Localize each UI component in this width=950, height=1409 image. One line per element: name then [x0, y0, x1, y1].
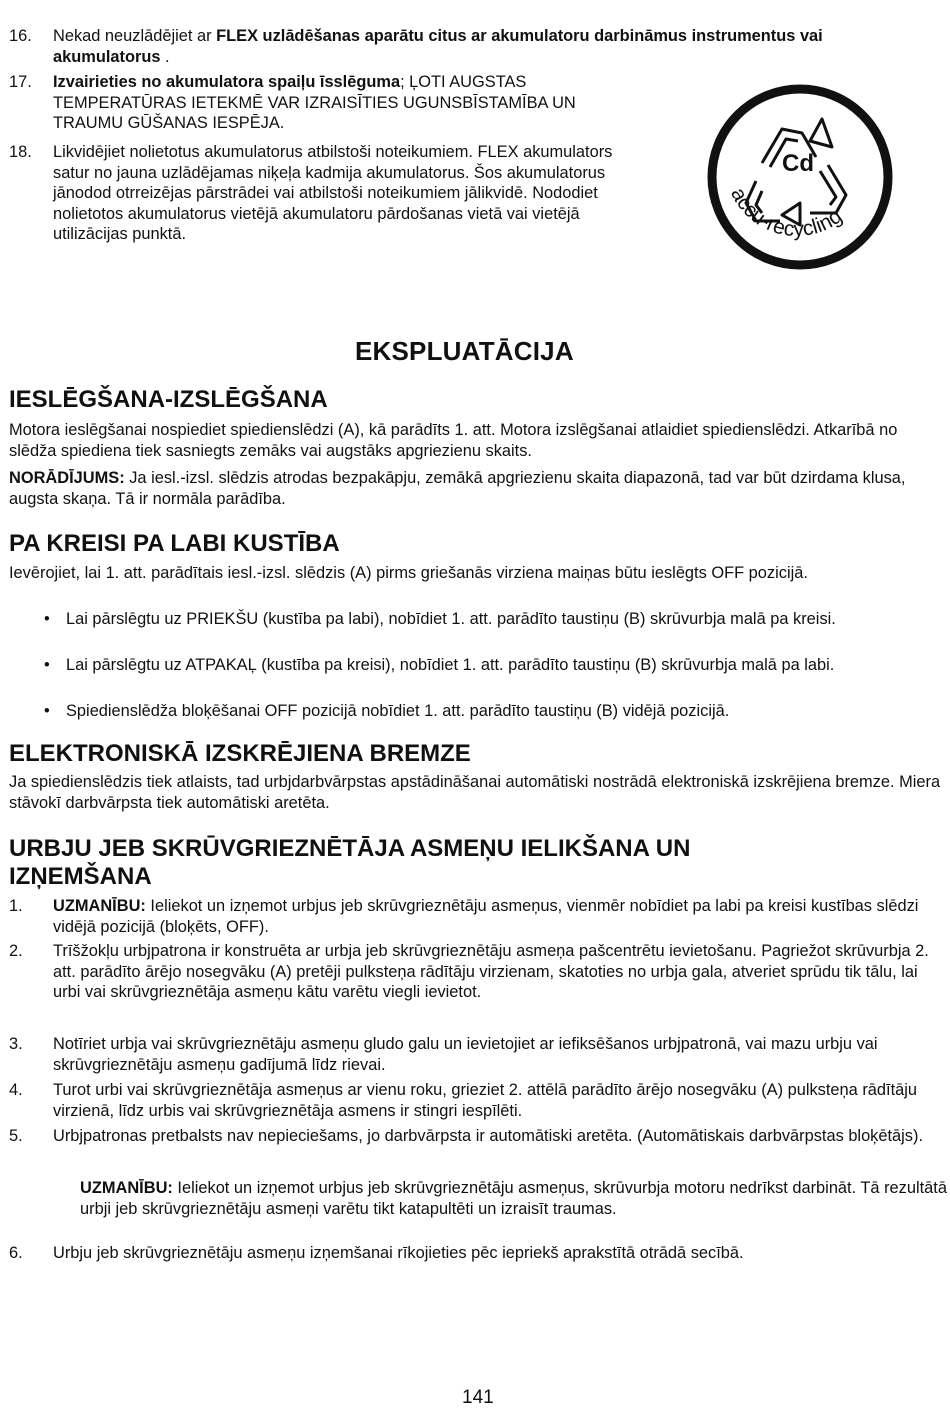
section-heading-direction: PA KREISI PA LABI KUSTĪBA	[9, 530, 340, 557]
item-number: 1.	[9, 897, 23, 915]
list-item: 3. Notīriet urbja vai skrūvgrieznētāju asmeņu gludo galu un ievietojiet ar iefiksēšanos urbjpatronā, vai mazu urbju vai skrūvgrieznētāju asmeņu gadījumā līdz rievai.	[9, 1035, 878, 1074]
list-item-16	[9, 26, 869, 68]
note-label: NORĀDĪJUMS:	[9, 469, 125, 487]
list-item: 1. UZMANĪBU: Ieliekot un izņemot urbjus jeb skrūvgrieznētāju asmeņus, vienmēr nobīdiet pa labi pa kreisi kustības slēdzi vidējā pozicijā (bloķēts, OFF).	[9, 897, 919, 936]
bullet-item: • Lai pārslēgtu uz PRIEKŠU (kustība pa labi), nobīdiet 1. att. parādīto taustiņu (B) skrūvurbja malā pa kreisi.	[44, 610, 836, 628]
item-number: 4.	[9, 1081, 23, 1099]
list-item: 4. Turot urbi vai skrūvgrieznētāja asmeņus ar vienu roku, grieziet 2. attēlā parādīto ārējo nosegvāku (A) pulksteņa rādītāju virzienā, līdz urbis vai skrūvgrieznētāja asmens ir stingri iespīlēti.	[9, 1081, 917, 1120]
section-heading-brake: ELEKTRONISKĀ IZSKRĒJIENA BREMZE	[9, 740, 471, 767]
item-number: 16.	[9, 27, 32, 45]
bullet-item: • Spiedienslēdža bloķēšanai OFF pozicijā nobīdiet 1. att. parādīto taustiņu (B) vidējā pozicijā.	[44, 702, 730, 720]
bullet-item: • Lai pārslēgtu uz ATPAKAĻ (kustība pa kreisi), nobīdiet 1. att. parādīto taustiņu (B) skrūvurbja malā pa labi.	[44, 656, 835, 674]
list-item: 5. Urbjpatronas pretbalsts nav nepieciešams, jo darbvārpsta ir automātiski aretēta. (Automātiskais darbvārpstas bloķētājs).	[9, 1127, 924, 1145]
item-number: 17.	[9, 73, 32, 91]
accu-recycling-logo	[704, 81, 896, 273]
item-text: Nekad neuzlādējiet ar FLEX uzlādēšanas aparātu citus ar akumulatoru darbināmus instrumentus vai akumulatorus .	[53, 27, 823, 66]
logo-caption: accu-recycling	[726, 183, 847, 242]
warning-label: UZMANĪBU:	[53, 897, 146, 915]
bullet-icon: •	[44, 702, 50, 720]
section-heading-bits: URBJU JEB SKRŪVGRIEZNĒTĀJA ASMEŅU IELIKŠANA UN IZŅEMŠANA	[9, 835, 691, 890]
list-item-17	[9, 72, 649, 136]
warning-label: UZMANĪBU:	[80, 1179, 173, 1197]
section-paragraph: Motora ieslēgšanai nospiediet spiedienslēdzi (A), kā parādīts 1. att. Motora izslēgšanai atlaidiet spiedienslēdzi. Atkarībā no slēdža spiediena tiek sasniegts zemāks vai augstāks apgriezienu skaits.	[9, 421, 898, 460]
note-paragraph: NORĀDĪJUMS: Ja iesl.-izsl. slēdzis atrodas bezpakāpju, zemākā apgriezienu skaita diapazonā, tad var būt dzirdama klusa, augsta skaņa. Tā ir normāla parādība.	[9, 469, 906, 508]
item-number: 18.	[9, 143, 32, 161]
list-item: 6. Urbju jeb skrūvgrieznētāju asmeņu izņemšanai rīkojieties pēc iepriekš aprakstītā otrādā secībā.	[9, 1244, 744, 1262]
logo-symbol: Cd	[782, 150, 814, 177]
item-text: Izvairieties no akumulatora spaiļu īsslēguma; ĻOTI AUGSTAS TEMPERATŪRAS IETEKMĒ VAR IZRAISĪTIES UGUNSBĪSTAMĪBA UN TRAUMU GŪŠANAS IESPĒJA.	[53, 73, 576, 132]
section-paragraph: Ja spiedienslēdzis tiek atlaists, tad urbjdarbvārpstas apstādināšanai automātiski nostrādā elektroniskā izskrējiena bremze. Miera stāvokī darbvārpsta tiek automātiski aretēta.	[9, 773, 941, 812]
bullet-icon: •	[44, 610, 50, 628]
item-number: 3.	[9, 1035, 23, 1053]
list-item-18	[9, 142, 649, 282]
section-heading-on-off: IESLĒGŠANA-IZSLĒGŠANA	[9, 386, 328, 413]
warning-paragraph: UZMANĪBU: Ieliekot un izņemot urbjus jeb skrūvgrieznētāju asmeņus, skrūvurbja motoru nedrīkst darbināt. Tā rezultātā urbji jeb skrūvgrieznētāju asmeņi varētu tikt katapultēti un izraisīt traumas.	[80, 1179, 947, 1218]
item-number: 5.	[9, 1127, 23, 1145]
bullet-icon: •	[44, 656, 50, 674]
item-text: Likvidējiet nolietotus akumulatorus atbilstoši noteikumiem. FLEX akumulators satur no jauna uzlādējamas niķeļa kadmija akumulatorus. Šos akumulatorus jānodod otrreizējas pārstrādei vai atbilstoši noteikumiem jālikvidē. Nododiet nolietotos akumulatorus vietējā akumulatoru pārdošanas vietā vai vietējā utilizācijas punktā.	[53, 143, 613, 243]
list-item: 2. Trīšžokļu urbjpatrona ir konstruēta ar urbja jeb skrūvgrieznētāju asmeņa pašcentrētu ievietošanu. Pagriežot skrūvurbja 2. att. parādīto ārējo nosegvāku (A) pretēji pulksteņa rādītāju virzienam, skatoties no urbja gala, atveriet sprūdu tik tālu, lai urbi vai skrūvgrieznētāja asmeņu kātu varētu viegli ievietot.	[9, 942, 929, 1001]
section-paragraph: Ievērojiet, lai 1. att. parādītais iesl.-izsl. slēdzis (A) pirms griešanās virziena maiņas būtu ieslēgts OFF pozicijā.	[9, 564, 808, 582]
page-title: EKSPLUATĀCIJA	[355, 336, 574, 366]
page-number: 141	[462, 1387, 494, 1408]
item-number: 6.	[9, 1244, 23, 1262]
item-number: 2.	[9, 942, 23, 960]
